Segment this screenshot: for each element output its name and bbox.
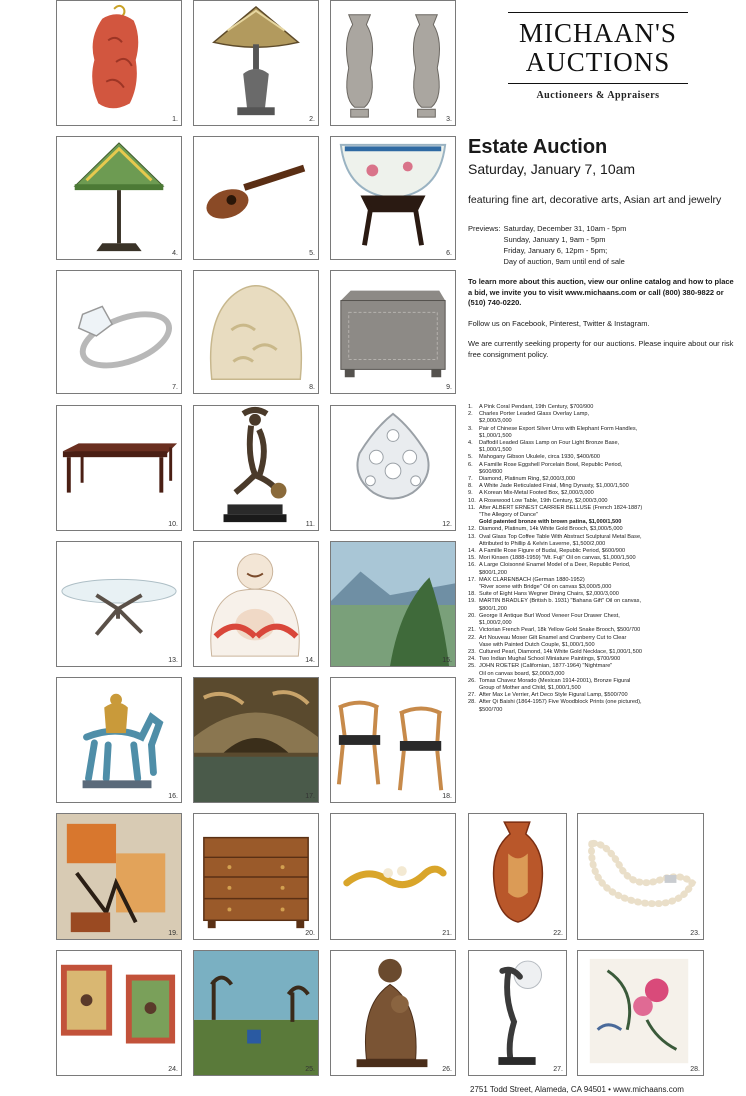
lot-line: 11. After ALBERT ERNEST CARRIER BELLUSE (French 1824-1887) bbox=[468, 504, 643, 511]
preview-line: Friday, January 6, 12pm - 5pm; bbox=[503, 246, 608, 255]
auction-featuring: featuring fine art, decorative arts, Asian art and jewelry bbox=[468, 194, 722, 206]
lot-number: 7. bbox=[172, 384, 178, 391]
lot-image-18[interactable] bbox=[330, 677, 456, 803]
lot-line: 10. A Rosewood Low Table, 19th Century, $2,000/3,000 bbox=[468, 497, 608, 504]
lot-line: 15. Mori Kinsen (1888-1959) "Mt. Fuji" Oil on canvas, $1,000/1,500 bbox=[468, 555, 636, 562]
footed-box-icon bbox=[331, 271, 455, 393]
lot-line: $800/1,200 bbox=[479, 569, 507, 576]
lot-image-3[interactable] bbox=[330, 0, 456, 126]
lot-number: 17. bbox=[305, 793, 315, 800]
bahana-gift-painting-icon bbox=[57, 814, 181, 939]
lot-number: 9. bbox=[446, 384, 452, 391]
art-deco-lamp-icon bbox=[469, 951, 566, 1075]
lot-image-23[interactable] bbox=[577, 813, 704, 940]
lot-number: 24. bbox=[168, 1066, 178, 1073]
lot-line: 5. Mahogany Gibson Ukulele, circa 1930, $400/600 bbox=[468, 454, 600, 461]
lot-list bbox=[468, 404, 740, 714]
mughal-miniatures-icon bbox=[57, 951, 181, 1075]
diamond-brooch-icon bbox=[331, 406, 455, 530]
daffodil-lamp-icon bbox=[57, 137, 181, 259]
lot-line: 27. After Max Le Verrier, Art Deco Style Figural Lamp, $500/700 bbox=[468, 692, 628, 699]
lot-number: 27. bbox=[553, 1066, 563, 1073]
lot-number: 11. bbox=[305, 521, 315, 528]
lot-line: 3. Pair of Chinese Export Silver Urns with Elephant Form Handles, bbox=[468, 425, 638, 432]
previews bbox=[468, 223, 738, 267]
lot-image-13[interactable] bbox=[56, 541, 182, 667]
lot-number: 21. bbox=[442, 930, 452, 937]
moser-vase-icon bbox=[469, 814, 566, 939]
lot-line: 26. Tomas Chavez Morado (Mexican 1914-2001), Bronze Figural bbox=[468, 677, 631, 684]
lot-image-1[interactable] bbox=[56, 0, 182, 126]
footer-address: 2751 Todd Street, Alameda, CA 94501 • www.michaans.com bbox=[470, 1085, 684, 1094]
auction-date: Saturday, January 7, 10am bbox=[468, 161, 636, 177]
logo-line-1: MICHAAN'S bbox=[519, 18, 677, 48]
follow-text: Follow us on Facebook, Pinterest, Twitter & Instagram. bbox=[468, 318, 650, 328]
cloisonne-deer-icon bbox=[57, 678, 181, 802]
lot-image-21[interactable] bbox=[330, 813, 456, 940]
lot-line: Group of Mother and Child, $1,000/1,500 bbox=[479, 684, 581, 691]
logo-tagline: Auctioneers & Appraisers bbox=[536, 90, 660, 101]
lot-line: 19. MARTIN BRADLEY (British b. 1931) "Bahana Gift" Oil on canvas, bbox=[468, 598, 642, 605]
lot-image-25[interactable] bbox=[193, 950, 319, 1076]
lot-image-16[interactable] bbox=[56, 677, 182, 803]
lot-number: 19. bbox=[168, 930, 178, 937]
lot-line: 2. Charles Porter Leaded Glass Overlay Lamp, bbox=[468, 411, 590, 418]
lot-image-9[interactable] bbox=[330, 270, 456, 394]
lot-image-22[interactable] bbox=[468, 813, 567, 940]
porcelain-bowl-icon bbox=[331, 137, 455, 259]
lot-image-10[interactable] bbox=[56, 405, 182, 531]
lot-number: 18. bbox=[442, 793, 452, 800]
lot-line: 28. After Qi Baishi (1864-1957) Five Woodblock Prints (one pictured), bbox=[468, 699, 642, 706]
wegner-chairs-icon bbox=[331, 678, 455, 802]
lot-image-4[interactable] bbox=[56, 136, 182, 260]
bronze-figure-icon bbox=[194, 406, 318, 530]
lot-line: 13. Oval Glass Top Coffee Table With Abstract Sculptural Metal Base, bbox=[468, 533, 642, 540]
auction-title: Estate Auction bbox=[468, 136, 608, 158]
lot-number: 10. bbox=[168, 521, 178, 528]
lot-number: 28. bbox=[690, 1066, 700, 1073]
lot-line: 4. Daffodil Leaded Glass Lamp on Four Light Bronze Base, bbox=[468, 440, 620, 447]
lot-number: 22. bbox=[553, 930, 563, 937]
lot-line: $1,000/2,000 bbox=[479, 620, 512, 627]
coral-pendant-icon bbox=[57, 1, 181, 125]
lot-line: 1. A Pink Coral Pendant, 19th Century, $700/900 bbox=[468, 404, 594, 410]
lot-number: 2. bbox=[309, 116, 315, 123]
mother-child-bronze-icon bbox=[331, 951, 455, 1075]
lot-number: 4. bbox=[172, 250, 178, 257]
lot-image-26[interactable] bbox=[330, 950, 456, 1076]
previews-label: Previews: bbox=[468, 224, 501, 233]
lot-number: 3. bbox=[446, 116, 452, 123]
lot-image-19[interactable] bbox=[56, 813, 182, 940]
lot-image-20[interactable] bbox=[193, 813, 319, 940]
lot-number: 15. bbox=[442, 657, 452, 664]
mt-fuji-painting-icon bbox=[331, 542, 455, 666]
lot-number: 25. bbox=[305, 1066, 315, 1073]
lot-number: 23. bbox=[690, 930, 700, 937]
jade-finial-icon bbox=[194, 271, 318, 393]
consignment-text: We are currently seeking property for our auctions. Please inquire about our risk free consignment policy. bbox=[468, 339, 734, 359]
lot-line: 12. Diamond, Platinum, 14k White Gold Brooch, $3,000/5,000 bbox=[468, 526, 623, 533]
nightmare-painting-icon bbox=[194, 951, 318, 1075]
lot-image-6[interactable] bbox=[330, 136, 456, 260]
lot-number: 14. bbox=[305, 657, 315, 664]
lot-number: 26. bbox=[442, 1066, 452, 1073]
lot-line: $500/700 bbox=[479, 706, 503, 713]
budai-figure-icon bbox=[194, 542, 318, 666]
lot-line: 18. Suite of Eight Hans Wegner Dining Chairs, $2,000/3,000 bbox=[468, 591, 619, 598]
preview-line: Day of auction, 9am until end of sale bbox=[503, 257, 625, 266]
lot-image-17[interactable] bbox=[193, 677, 319, 803]
lot-line: 22. Art Nouveau Moser Gilt Enamel and Cranberry Cut to Clear bbox=[468, 634, 627, 641]
lot-number: 8. bbox=[309, 384, 315, 391]
diamond-ring-icon bbox=[57, 271, 181, 393]
snake-brooch-icon bbox=[331, 814, 455, 939]
lot-image-8[interactable] bbox=[193, 270, 319, 394]
lot-line: 20. George II Antique Burl Wood Veneer Four Drawer Chest, bbox=[468, 612, 620, 619]
lot-line: $800/1,200 bbox=[479, 605, 507, 612]
lot-image-12[interactable] bbox=[330, 405, 456, 531]
lot-number: 5. bbox=[309, 250, 315, 257]
low-table-icon bbox=[57, 406, 181, 530]
silver-urns-icon bbox=[331, 1, 455, 125]
lot-number: 20. bbox=[305, 930, 315, 937]
michaans-logo bbox=[508, 12, 688, 101]
ukulele-icon bbox=[194, 137, 318, 259]
lot-image-11[interactable] bbox=[193, 405, 319, 531]
lot-line: 6. A Famille Rose Eggshell Porcelain Bowl, Republic Period, bbox=[468, 461, 623, 468]
lot-line: "The Allegory of Dance" bbox=[479, 512, 539, 519]
lot-image-24[interactable] bbox=[56, 950, 182, 1076]
lot-line: Attributed to Phillip & Kelvin Laverne, $1,500/2,000 bbox=[479, 540, 606, 547]
lot-line: Oil on canvas board, $2,000/3,000 bbox=[479, 670, 565, 677]
lot-line: 23. Cultured Pearl, Diamond, 14k White Gold Necklace, $1,000/1,500 bbox=[468, 648, 642, 655]
lot-image-27[interactable] bbox=[468, 950, 567, 1076]
coffee-table-icon bbox=[57, 542, 181, 666]
lot-line: 14. A Famille Rose Figure of Budai, Republic Period, $600/900 bbox=[468, 548, 626, 555]
lot-line: 24. Two Indian Mughal School Miniature Paintings, $700/900 bbox=[468, 656, 621, 663]
lot-line: 25. JOHN ROETER (Californian, 1877-1964) "Nightmare" bbox=[468, 663, 613, 670]
river-bridge-painting-icon bbox=[194, 678, 318, 802]
lot-image-15[interactable] bbox=[330, 541, 456, 667]
preview-line: Sunday, January 1, 9am - 5pm bbox=[503, 235, 606, 244]
lot-number: 1. bbox=[172, 116, 178, 123]
lot-line: $600/800 bbox=[479, 468, 503, 475]
lot-line: $1,000/1,500 bbox=[479, 447, 512, 454]
auction-info bbox=[468, 136, 738, 360]
lot-number: 6. bbox=[446, 250, 452, 257]
lot-line: 17. MAX CLARENBACH (German 1880-1952) bbox=[468, 576, 585, 583]
lot-number: 13. bbox=[168, 657, 178, 664]
lot-line: 21. Victorian French Pearl, 18k Yellow Gold Snake Brooch, $500/700 bbox=[468, 627, 641, 634]
lot-line: 9. A Korean Mix-Metal Footed Box, $2,000/3,000 bbox=[468, 490, 594, 497]
leaded-lamp-icon bbox=[194, 1, 318, 125]
lot-image-7[interactable] bbox=[56, 270, 182, 394]
lot-line: Vase with Painted Dutch Couple, $1,000/1,500 bbox=[479, 641, 595, 648]
lot-line: "River scene with Bridge" Oil on canvas $3,000/5,000 bbox=[479, 584, 612, 591]
lot-line: 7. Diamond, Platinum Ring, $2,000/3,000 bbox=[468, 476, 576, 483]
lot-image-28[interactable] bbox=[577, 950, 704, 1076]
woodblock-print-icon bbox=[578, 951, 703, 1075]
lot-image-14[interactable] bbox=[193, 541, 319, 667]
lot-line: $1,000/1,500 bbox=[479, 432, 512, 439]
lot-image-2[interactable] bbox=[193, 0, 319, 126]
pearl-necklace-icon bbox=[578, 814, 703, 939]
preview-line: Saturday, December 31, 10am - 5pm bbox=[503, 224, 627, 233]
lot-line: Gold patented bronze with brown patina, $1,000/1,500 bbox=[479, 519, 622, 526]
learn-more-text: To learn more about this auction, view our online catalog and how to place a bid, we invite you to visit www.michaans.com or call (800) 380-9822 or (510) 740-0220. bbox=[468, 277, 734, 307]
lot-line: 16. A Large Cloisonné Enamel Model of a Deer, Republic Period, bbox=[468, 562, 631, 569]
logo-line-2: AUCTIONS bbox=[525, 47, 671, 77]
lot-line: 8. A White Jade Reticulated Finial, Ming Dynasty, $1,000/1,500 bbox=[468, 483, 629, 490]
lot-image-5[interactable] bbox=[193, 136, 319, 260]
lot-line: $2,000/3,000 bbox=[479, 418, 512, 425]
lot-number: 16. bbox=[168, 793, 178, 800]
burl-chest-icon bbox=[194, 814, 318, 939]
lot-number: 12. bbox=[442, 521, 452, 528]
